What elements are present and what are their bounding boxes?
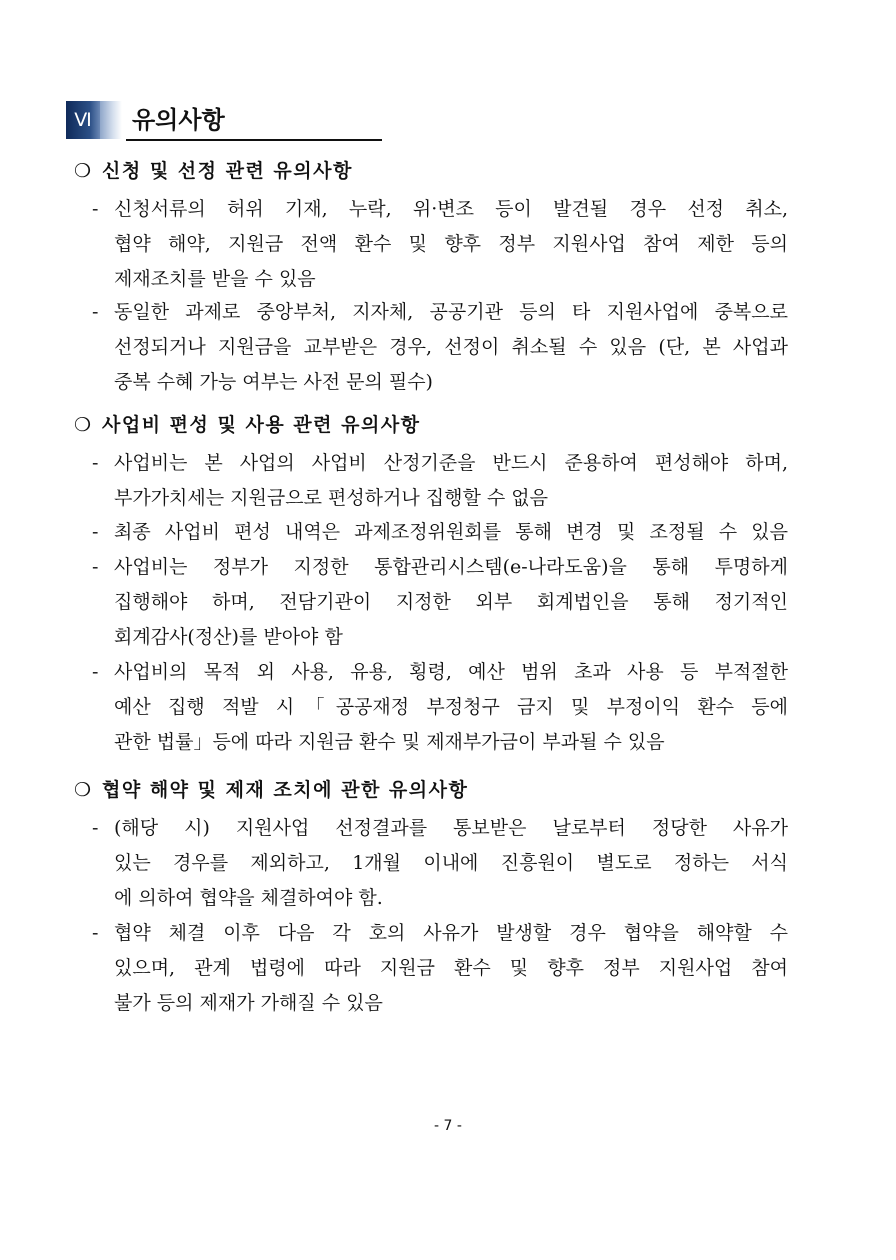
item-line: 사업비는 정부가 지정한 통합관리시스템(e-나라도움)을 통해 투명하게 [114, 556, 788, 578]
page-number: - 7 - [434, 1118, 462, 1134]
item-line: 선정되거나 지원금을 교부받은 경우, 선정이 취소될 수 있음 (단, 본 사업과 [114, 336, 788, 358]
subsection-title: 신청 및 선정 관련 유의사항 [102, 160, 353, 182]
dash-marker: - [92, 198, 99, 220]
circle-bullet-icon: ❍ [74, 160, 93, 182]
item-line: 협약 해약, 지원금 전액 환수 및 향후 정부 지원사업 참여 제한 등의 [114, 233, 788, 255]
dash-marker: - [92, 556, 99, 578]
item-line: 동일한 과제로 중앙부처, 지자체, 공공기관 등의 타 지원사업에 중복으로 [114, 301, 788, 323]
item-line: 사업비의 목적 외 사용, 유용, 횡령, 예산 범위 초과 사용 등 부적절한 [114, 661, 788, 683]
subsection-title: 사업비 편성 및 사용 관련 유의사항 [102, 414, 421, 436]
badge-gradient-decoration [100, 101, 122, 139]
dash-marker: - [92, 922, 99, 944]
dash-marker: - [92, 661, 99, 683]
section-header [66, 101, 382, 141]
subsection-heading [74, 411, 421, 439]
list-item [92, 295, 788, 400]
title-underline [126, 139, 382, 141]
section-number-badge: Ⅵ [66, 101, 100, 139]
circle-bullet-icon: ❍ [74, 414, 93, 436]
dash-marker: - [92, 301, 99, 323]
subsection-title: 협약 해약 및 제재 조치에 관한 유의사항 [102, 779, 469, 801]
item-line: 최종 사업비 편성 내역은 과제조정위원회를 통해 변경 및 조정될 수 있음 [114, 521, 788, 543]
list-item [92, 446, 788, 516]
item-line: 사업비는 본 사업의 사업비 산정기준을 반드시 준용하여 편성해야 하며, [114, 452, 788, 474]
item-line: 제재조치를 받을 수 있음 [114, 268, 316, 290]
item-line: 중복 수혜 가능 여부는 사전 문의 필수) [114, 371, 433, 393]
list-item [92, 192, 788, 297]
item-line: 신청서류의 허위 기재, 누락, 위·변조 등이 발견될 경우 선정 취소, [114, 198, 788, 220]
item-line: 회계감사(정산)를 받아야 함 [114, 626, 343, 648]
list-item [92, 655, 788, 760]
item-line: 협약 체결 이후 다음 각 호의 사유가 발생할 경우 협약을 해약할 수 [114, 922, 788, 944]
subsection-heading [74, 776, 468, 804]
item-line: 있으며, 관계 법령에 따라 지원금 환수 및 향후 정부 지원사업 참여 [114, 957, 788, 979]
list-item [92, 916, 788, 1021]
item-line: (해당 시) 지원사업 선정결과를 통보받은 날로부터 정당한 사유가 [114, 817, 788, 839]
item-line: 집행해야 하며, 전담기관이 지정한 외부 회계법인을 통해 정기적인 [114, 591, 788, 613]
list-item [92, 550, 788, 655]
item-line: 있는 경우를 제외하고, 1개월 이내에 진흥원이 별도로 정하는 서식 [114, 852, 788, 874]
list-item [92, 515, 788, 550]
item-line: 불가 등의 제재가 가해질 수 있음 [114, 992, 383, 1014]
section-title: 유의사항 [132, 106, 225, 134]
subsection-heading [74, 157, 353, 185]
item-line: 에 의하여 협약을 체결하여야 함. [114, 887, 383, 909]
list-item [92, 811, 788, 916]
dash-marker: - [92, 452, 99, 474]
item-line: 예산 집행 적발 시「공공재정 부정청구 금지 및 부정이익 환수 등에 [114, 696, 788, 718]
item-line: 부가가치세는 지원금으로 편성하거나 집행할 수 없음 [114, 487, 548, 509]
circle-bullet-icon: ❍ [74, 779, 93, 801]
dash-marker: - [92, 817, 99, 839]
item-line: 관한 법률」등에 따라 지원금 환수 및 제재부가금이 부과될 수 있음 [114, 731, 665, 753]
dash-marker: - [92, 521, 99, 543]
